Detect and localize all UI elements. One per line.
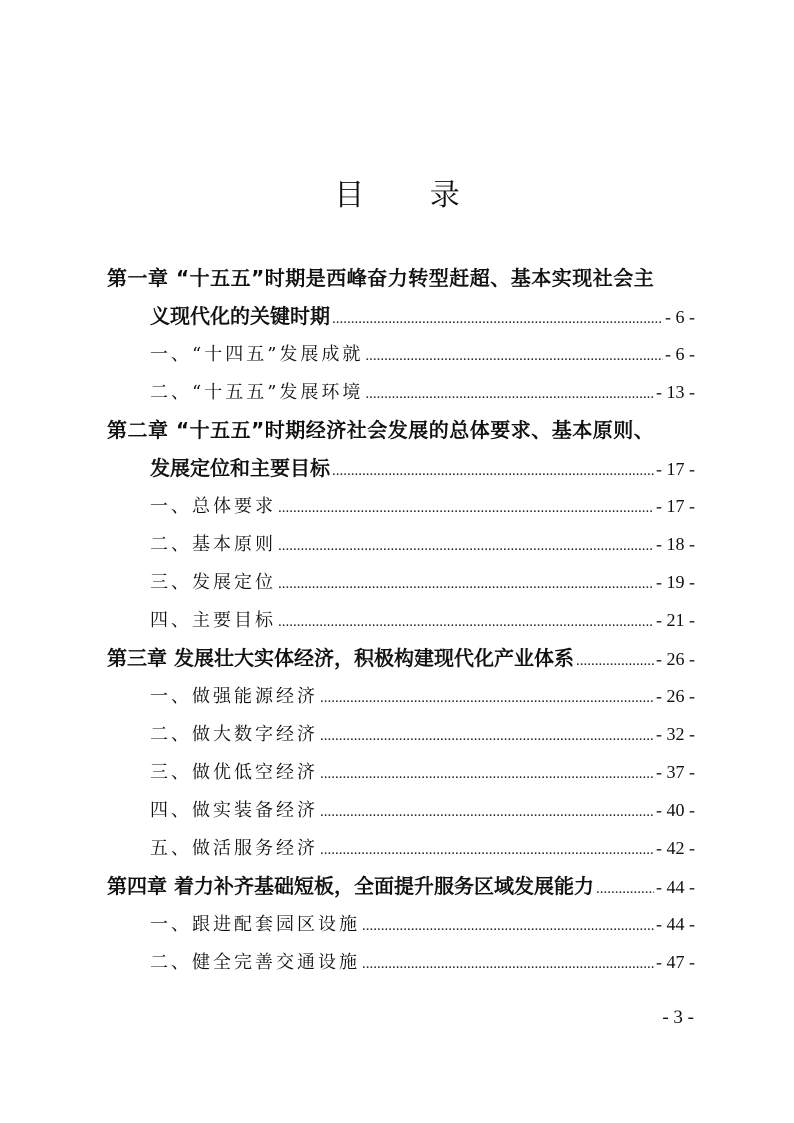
- toc-dot-leader: [320, 717, 654, 755]
- toc-section-entry[interactable]: [107, 373, 695, 413]
- toc-section-entry[interactable]: [107, 677, 695, 717]
- toc-section-entry[interactable]: [107, 525, 695, 565]
- toc-page-number: - 6 -: [665, 307, 695, 327]
- toc-dot-leader: [332, 452, 654, 490]
- toc-dot-leader: [362, 945, 654, 983]
- toc-row: [107, 677, 695, 715]
- toc-page-number: - 19 -: [656, 572, 695, 592]
- toc-section-entry[interactable]: [107, 487, 695, 527]
- toc-dot-leader: [576, 642, 654, 680]
- toc-chapter-entry[interactable]: [107, 411, 695, 449]
- toc-row: [107, 373, 695, 411]
- toc-row: [107, 639, 695, 677]
- toc-row: [107, 335, 695, 373]
- toc-section-entry[interactable]: [107, 753, 695, 793]
- toc-section-entry[interactable]: [107, 715, 695, 755]
- toc-page-number: - 32 -: [656, 724, 695, 744]
- toc-entry-label: 第二章 “十五五”时期经济社会发展的总体要求、基本原则、: [107, 418, 655, 442]
- page-number: - 3 -: [662, 1007, 694, 1028]
- toc-page-number: - 40 -: [656, 800, 695, 820]
- toc-dot-leader: [278, 527, 654, 565]
- toc-chapter-entry[interactable]: [107, 449, 695, 490]
- toc-section-entry[interactable]: [107, 943, 695, 983]
- toc-row: [107, 259, 695, 297]
- toc-dot-leader: [320, 679, 654, 717]
- toc-entry-label: 五、做活服务经济: [150, 838, 318, 859]
- toc-page-number: - 42 -: [656, 838, 695, 858]
- toc-page-number: - 44 -: [656, 877, 695, 897]
- toc-page-number: - 13 -: [656, 382, 695, 402]
- toc-entry-label: 第三章 发展壮大实体经济，积极构建现代化产业体系: [107, 646, 574, 670]
- toc-row: [107, 829, 695, 867]
- toc-dot-leader: [332, 300, 663, 338]
- toc-section-entry[interactable]: [107, 905, 695, 945]
- toc-row: [107, 867, 695, 905]
- table-of-contents: [107, 259, 695, 981]
- toc-entry-label: 四、主要目标: [150, 610, 276, 631]
- toc-entry-label: 一、总体要求: [150, 496, 276, 517]
- toc-dot-leader: [596, 870, 654, 908]
- toc-page-number: - 44 -: [656, 914, 695, 934]
- page-title: 目 录: [334, 178, 488, 213]
- toc-dot-leader: [278, 489, 654, 527]
- toc-row: [107, 449, 695, 487]
- toc-dot-leader: [362, 907, 654, 945]
- toc-page-number: - 6 -: [665, 344, 695, 364]
- toc-entry-label: 二、基本原则: [150, 534, 276, 555]
- toc-chapter-entry[interactable]: [107, 639, 695, 680]
- toc-entry-label: 二、做大数字经济: [150, 724, 318, 745]
- toc-dot-leader: [278, 603, 654, 641]
- toc-entry-label: 一、“十四五”发展成就: [150, 344, 364, 365]
- toc-page-number: - 17 -: [656, 496, 695, 516]
- toc-entry-label: 第一章 “十五五”时期是西峰奋力转型赶超、基本实现社会主: [107, 266, 655, 290]
- toc-page-number: - 37 -: [656, 762, 695, 782]
- toc-entry-label: 发展定位和主要目标: [150, 456, 330, 480]
- toc-row: [107, 525, 695, 563]
- toc-entry-label: 义现代化的关键时期: [150, 304, 330, 328]
- toc-dot-leader: [365, 375, 654, 413]
- toc-row: [107, 487, 695, 525]
- toc-entry-label: 一、跟进配套园区设施: [150, 914, 360, 935]
- toc-row: [107, 905, 695, 943]
- toc-row: [107, 297, 695, 335]
- toc-row: [107, 411, 695, 449]
- toc-section-entry[interactable]: [107, 829, 695, 869]
- toc-dot-leader: [365, 337, 663, 375]
- toc-chapter-entry[interactable]: [107, 259, 695, 297]
- toc-entry-label: 第四章 着力补齐基础短板，全面提升服务区域发展能力: [107, 874, 594, 898]
- toc-page-number: - 47 -: [656, 952, 695, 972]
- toc-page-number: - 18 -: [656, 534, 695, 554]
- toc-row: [107, 753, 695, 791]
- toc-page-number: - 26 -: [656, 686, 695, 706]
- toc-dot-leader: [320, 831, 654, 869]
- toc-page-number: - 26 -: [656, 649, 695, 669]
- toc-row: [107, 791, 695, 829]
- toc-entry-label: 一、做强能源经济: [150, 686, 318, 707]
- toc-dot-leader: [320, 793, 654, 831]
- toc-entry-label: 二、健全完善交通设施: [150, 952, 360, 973]
- toc-section-entry[interactable]: [107, 601, 695, 641]
- toc-page-number: - 21 -: [656, 610, 695, 630]
- toc-chapter-entry[interactable]: [107, 867, 695, 908]
- toc-dot-leader: [320, 755, 654, 793]
- toc-section-entry[interactable]: [107, 563, 695, 603]
- toc-chapter-entry[interactable]: [107, 297, 695, 338]
- toc-row: [107, 715, 695, 753]
- toc-dot-leader: [278, 565, 654, 603]
- toc-row: [107, 601, 695, 639]
- toc-row: [107, 563, 695, 601]
- toc-entry-label: 三、发展定位: [150, 572, 276, 593]
- toc-section-entry[interactable]: [107, 791, 695, 831]
- toc-page-number: - 17 -: [656, 459, 695, 479]
- toc-section-entry[interactable]: [107, 335, 695, 375]
- toc-entry-label: 四、做实装备经济: [150, 800, 318, 821]
- toc-entry-label: 二、“十五五”发展环境: [150, 382, 364, 403]
- toc-entry-label: 三、做优低空经济: [150, 762, 318, 783]
- toc-row: [107, 943, 695, 981]
